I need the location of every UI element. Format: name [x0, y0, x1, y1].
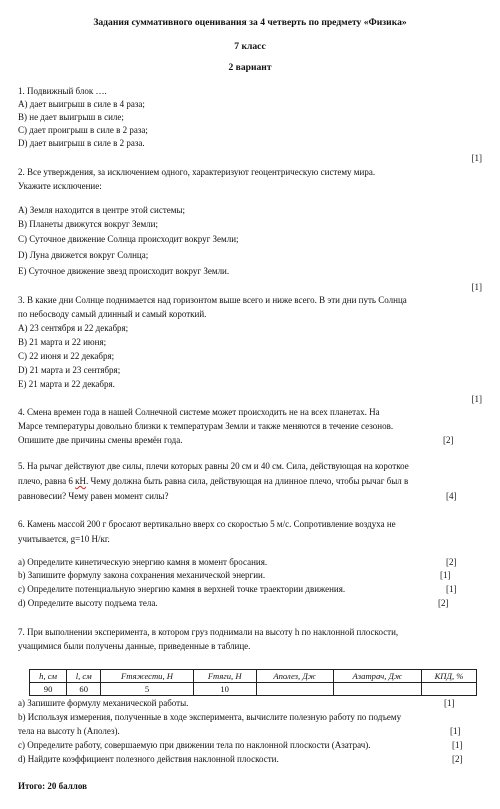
- q4-mark: [2]: [443, 435, 454, 445]
- table-header-cell: h, см: [30, 670, 67, 683]
- q7-part-c: c) Определите работу, совершаемую при движении тела по наклонной плоскости (Азатрач).: [18, 740, 371, 750]
- q7-part-b-line2: тела на высоту h (Аполез).: [18, 726, 120, 736]
- total-score: Итого: 20 баллов: [18, 781, 87, 791]
- q3-option-b: В) 21 марта и 22 июня;: [18, 337, 107, 347]
- table-cell: 5: [101, 683, 194, 696]
- table-row: [30, 683, 477, 696]
- q3-mark: [1]: [471, 394, 482, 404]
- q2-stem-line2: Укажите исключение:: [18, 181, 102, 191]
- q1-option-b: В) не дает выигрыш в силе;: [18, 112, 124, 122]
- q7-part-d-mark: [2]: [452, 754, 463, 764]
- table-header-cell: Fтяжести, Н: [101, 670, 194, 683]
- q5-mark: [4]: [446, 491, 457, 501]
- q4-line2: Марсе температуры довольно близки к температурам Земли и также меняются в течение сезонов.: [18, 421, 394, 431]
- q3-stem-line2: по небосводу самый длинный и самый короткий.: [18, 309, 207, 319]
- q4-line3: Опишите две причины смены времён года.: [18, 435, 183, 445]
- q6-part-a-mark: [2]: [446, 557, 457, 567]
- q2-option-c: С) Суточное движение Солнца происходит вокруг Земли;: [18, 234, 239, 244]
- q7-part-d: d) Найдите коэффициент полезного действия наклонной плоскости.: [18, 754, 279, 764]
- table-cell: [421, 683, 476, 696]
- q1-mark: [1]: [471, 153, 482, 163]
- q6-part-d-mark: [2]: [438, 598, 449, 608]
- q6-line2: учитывается, g=10 Н/кг.: [18, 534, 110, 544]
- q2-option-e: Е) Суточное движение звезд происходит вокруг Земли.: [18, 266, 230, 276]
- q6-line1: 6. Камень массой 200 г бросают вертикально вверх со скоростью 5 м/с. Сопротивление воздуха не: [18, 519, 396, 529]
- q6-part-b: b) Запишите формулу закона сохранения механической энергии.: [18, 570, 266, 580]
- variant-label: 2 вариант: [228, 62, 272, 73]
- q7-part-a-mark: [1]: [444, 698, 455, 708]
- q7-part-b-line1: b) Используя измерения, полученные в ходе эксперимента, вычислите полезную работу по подъему: [18, 712, 402, 722]
- q5-unit-kn: кН: [75, 476, 87, 486]
- q5-line2: [18, 476, 408, 488]
- table-header-cell: Аполез, Дж: [256, 670, 333, 683]
- q1-option-d: D) дает выигрыш в силе в 2 раза.: [18, 138, 145, 148]
- q2-option-d: D) Луна движется вокруг Солнца;: [18, 250, 149, 260]
- table-header-cell: l, см: [67, 670, 101, 683]
- q1-stem: 1. Подвижный блок ….: [18, 86, 107, 96]
- q2-mark: [1]: [471, 282, 482, 292]
- q3-option-e: Е) 21 марта и 22 декабря.: [18, 379, 115, 389]
- q6-part-a: a) Определите кинетическую энергию камня в момент бросания.: [18, 557, 268, 567]
- q7-part-c-mark: [1]: [452, 740, 463, 750]
- q6-part-c-mark: [1]: [446, 584, 457, 594]
- q7-part-b-mark: [1]: [450, 726, 461, 736]
- q6-part-b-mark: [1]: [440, 570, 451, 580]
- q5-line2-start: плечо, равна 6: [18, 476, 76, 486]
- q2-option-a: А) Земля находится в центре этой системы;: [18, 205, 185, 215]
- q3-option-d: D) 21 марта и 23 сентября;: [18, 365, 121, 375]
- q7-line2: учащимися были получены данные, приведенные в таблице.: [18, 641, 251, 651]
- q2-stem-line1: 2. Все утверждения, за исключением одного, характеризуют геоцентрическую систему мира.: [18, 167, 376, 177]
- q6-part-d: d) Определите высоту подъема тела.: [18, 598, 158, 608]
- table-cell: [256, 683, 333, 696]
- q5-line1: 5. На рычаг действуют две силы, плечи которых равны 20 см и 40 см. Сила, действующая на короткое: [18, 461, 409, 471]
- table-header-row: [30, 670, 477, 683]
- q7-line1: 7. При выполнении эксперимента, в котором груз поднимали на высоту h по наклонной плоскости,: [18, 627, 399, 637]
- q2-option-b: В) Планеты движутся вокруг Земли;: [18, 219, 158, 229]
- q1-option-a: А) дает выигрыш в силе в 4 раза;: [18, 99, 145, 109]
- grade-label: 7 класс: [234, 41, 266, 52]
- q6-part-c: c) Определите потенциальную энергию камня в верхней точке траектории движения.: [18, 584, 346, 594]
- table-header-cell: Fтяги, Н: [193, 670, 256, 683]
- table-header-cell: КПД, %: [421, 670, 476, 683]
- table-cell: 90: [30, 683, 67, 696]
- q5-line2-end: . Чему должна быть равна сила, действующая на длинное плечо, чтобы рычаг был в: [86, 476, 409, 486]
- table-cell: 60: [67, 683, 101, 696]
- q5-line3: равновесии? Чему равен момент силы?: [18, 491, 169, 501]
- table-cell: 10: [193, 683, 256, 696]
- q4-line1: 4. Смена времен года в нашей Солнечной системе может происходить не на всех планетах. На: [18, 407, 380, 417]
- q1-option-c: С) дает проигрыш в силе в 2 раза;: [18, 125, 148, 135]
- document-title: Задания суммативного оценивания за 4 четверть по предмету «Физика»: [93, 17, 407, 28]
- q7-part-a: a) Запишите формулу механической работы.: [18, 698, 189, 708]
- table-cell: [333, 683, 421, 696]
- q3-option-c: С) 22 июня и 22 декабря;: [18, 351, 115, 361]
- table-header-cell: Азатрач, Дж: [333, 670, 421, 683]
- q3-stem-line1: 3. В какие дни Солнце поднимается над горизонтом выше всего и ниже всего. В эти дни путь Солнца: [18, 295, 407, 305]
- experiment-table: [29, 669, 477, 696]
- q3-option-a: А) 23 сентября и 22 декабря;: [18, 323, 129, 333]
